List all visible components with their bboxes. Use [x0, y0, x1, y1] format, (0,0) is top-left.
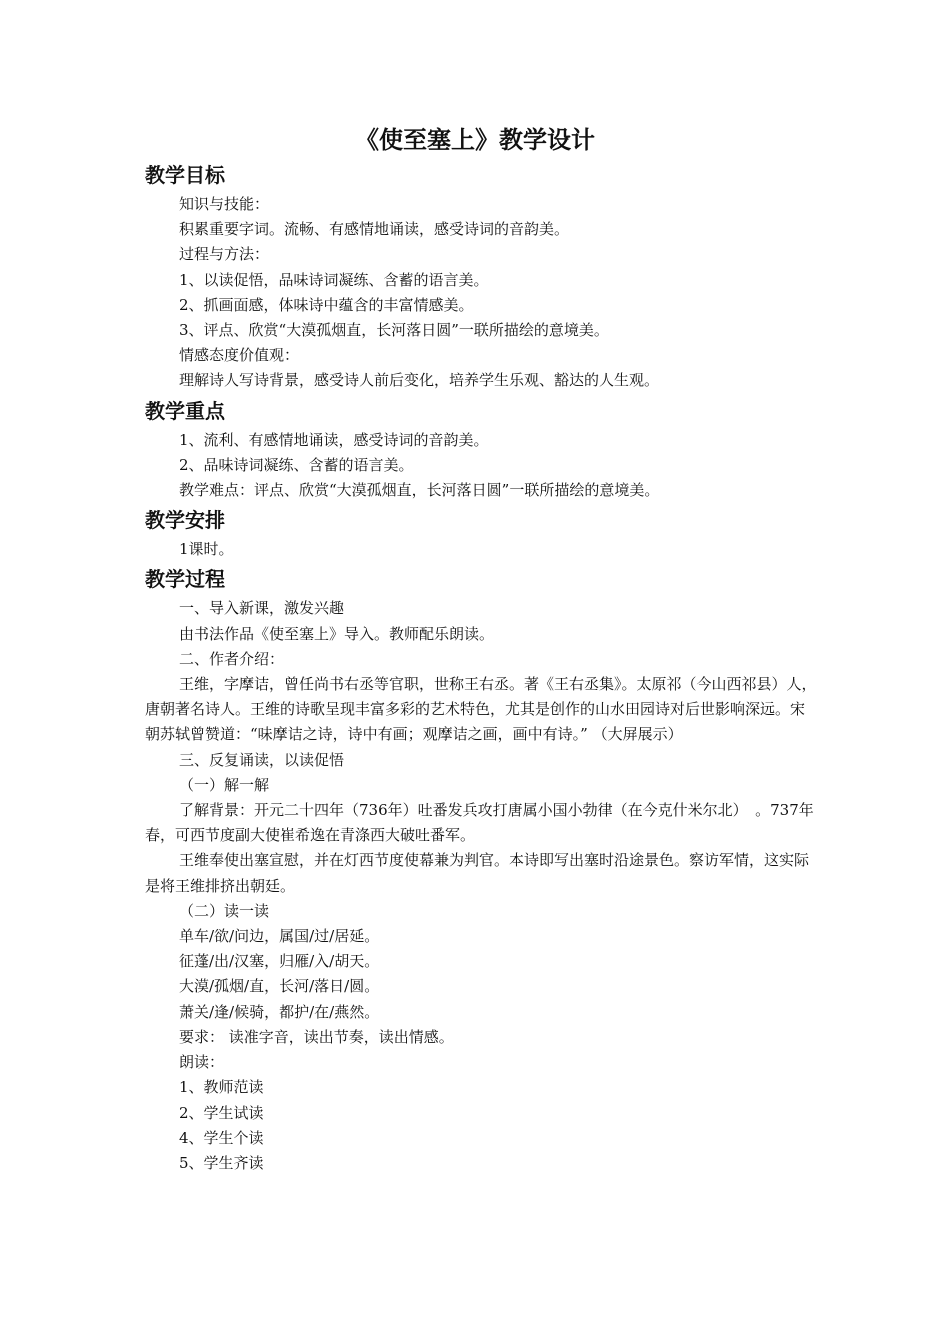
text-line: 由书法作品《使至塞上》导入。教师配乐朗读。	[179, 624, 495, 643]
step-heading: 一、导入新课，激发兴趣	[179, 599, 345, 618]
step-heading: 二、作者介绍：	[179, 649, 285, 668]
author-paragraph: 王维，字摩诘，曾任尚书右丞等官职，世称王右丞。著《王右丞集》。太原祁（今山西祁县）人，唐朝著名诗人。王维的诗歌呈现丰富多彩的艺术特色，尤其是创作的山水田园诗对后世影响深远。宋朝苏轼曾赞道：“味摩诘之诗，诗中有画；观摩诘之画，画中有诗。” （大屏展示）	[145, 675, 817, 744]
text-line: 过程与方法：	[179, 245, 270, 264]
background-paragraph: 了解背景：开元二十四年（736年）吐番发兵攻打唐属小国小勃律（在今克什米尔北） 。737年春，可西节度副大使崔希逸在青涤西大破吐番军。	[145, 801, 814, 845]
sub-heading: （一）解一解	[179, 775, 270, 794]
text-line: 2、抓画面感，体味诗中蕴含的丰富情感美。	[179, 295, 474, 314]
text-line: 积累重要字词。流畅、有感情地诵读，感受诗词的音韵美。	[179, 220, 570, 239]
poem-line: 征蓬/出/汉塞，归雁/入/胡天。	[179, 952, 380, 971]
step-heading: 三、反复诵读，以读促悟	[179, 750, 345, 769]
text-line: 情感态度价值观：	[179, 346, 300, 365]
text-line: 教学难点：评点、欣赏“大漠孤烟直，长河落日圆”一联所描绘的意境美。	[179, 481, 660, 500]
text-line: 1、流利、有感情地诵读，感受诗词的音韵美。	[179, 430, 489, 449]
reading-label: 朗读：	[179, 1053, 225, 1072]
section-heading-keypoints: 教学重点	[145, 398, 225, 423]
text-line: 1、以读促悟，品味诗词凝练、含蓄的语言美。	[179, 270, 489, 289]
wangwei-paragraph: 王维奉使出塞宣慰，并在灯西节度使幕兼为判官。本诗即写出塞时沿途景色。察访军情，这实际是将王维排挤出朝廷。	[145, 851, 810, 895]
document-title: 《使至塞上》教学设计	[355, 126, 595, 154]
requirement-line: 要求： 读准字音，读出节奏，读出情感。	[179, 1027, 454, 1046]
document-body	[145, 158, 817, 1176]
text-line: 2、品味诗词凝练、含蓄的语言美。	[179, 455, 414, 474]
reading-step: 1、教师范读	[179, 1078, 264, 1097]
text-line: 知识与技能：	[179, 195, 270, 213]
text-line: 理解诗人写诗背景，感受诗人前后变化，培养学生乐观、豁达的人生观。	[179, 371, 660, 390]
section-heading-process: 教学过程	[145, 567, 225, 592]
poem-line: 大漠/孤烟/直，长河/落日/圆。	[179, 977, 380, 996]
poem-line: 单车/欲/问边，属国/过/居延。	[179, 927, 380, 946]
sub-heading: （二）读一读	[179, 901, 270, 920]
text-line: 3、评点、欣赏“大漠孤烟直，长河落日圆”一联所描绘的意境美。	[179, 321, 609, 340]
reading-step: 4、学生个读	[179, 1128, 264, 1147]
reading-step: 5、学生齐读	[179, 1153, 264, 1172]
reading-step: 2、学生试读	[179, 1103, 264, 1122]
text-line: 1课时。	[179, 540, 234, 559]
section-heading-objectives: 教学目标	[145, 163, 225, 187]
section-heading-schedule: 教学安排	[145, 508, 225, 533]
poem-line: 萧关/逢/候骑，都护/在/燕然。	[179, 1002, 380, 1021]
